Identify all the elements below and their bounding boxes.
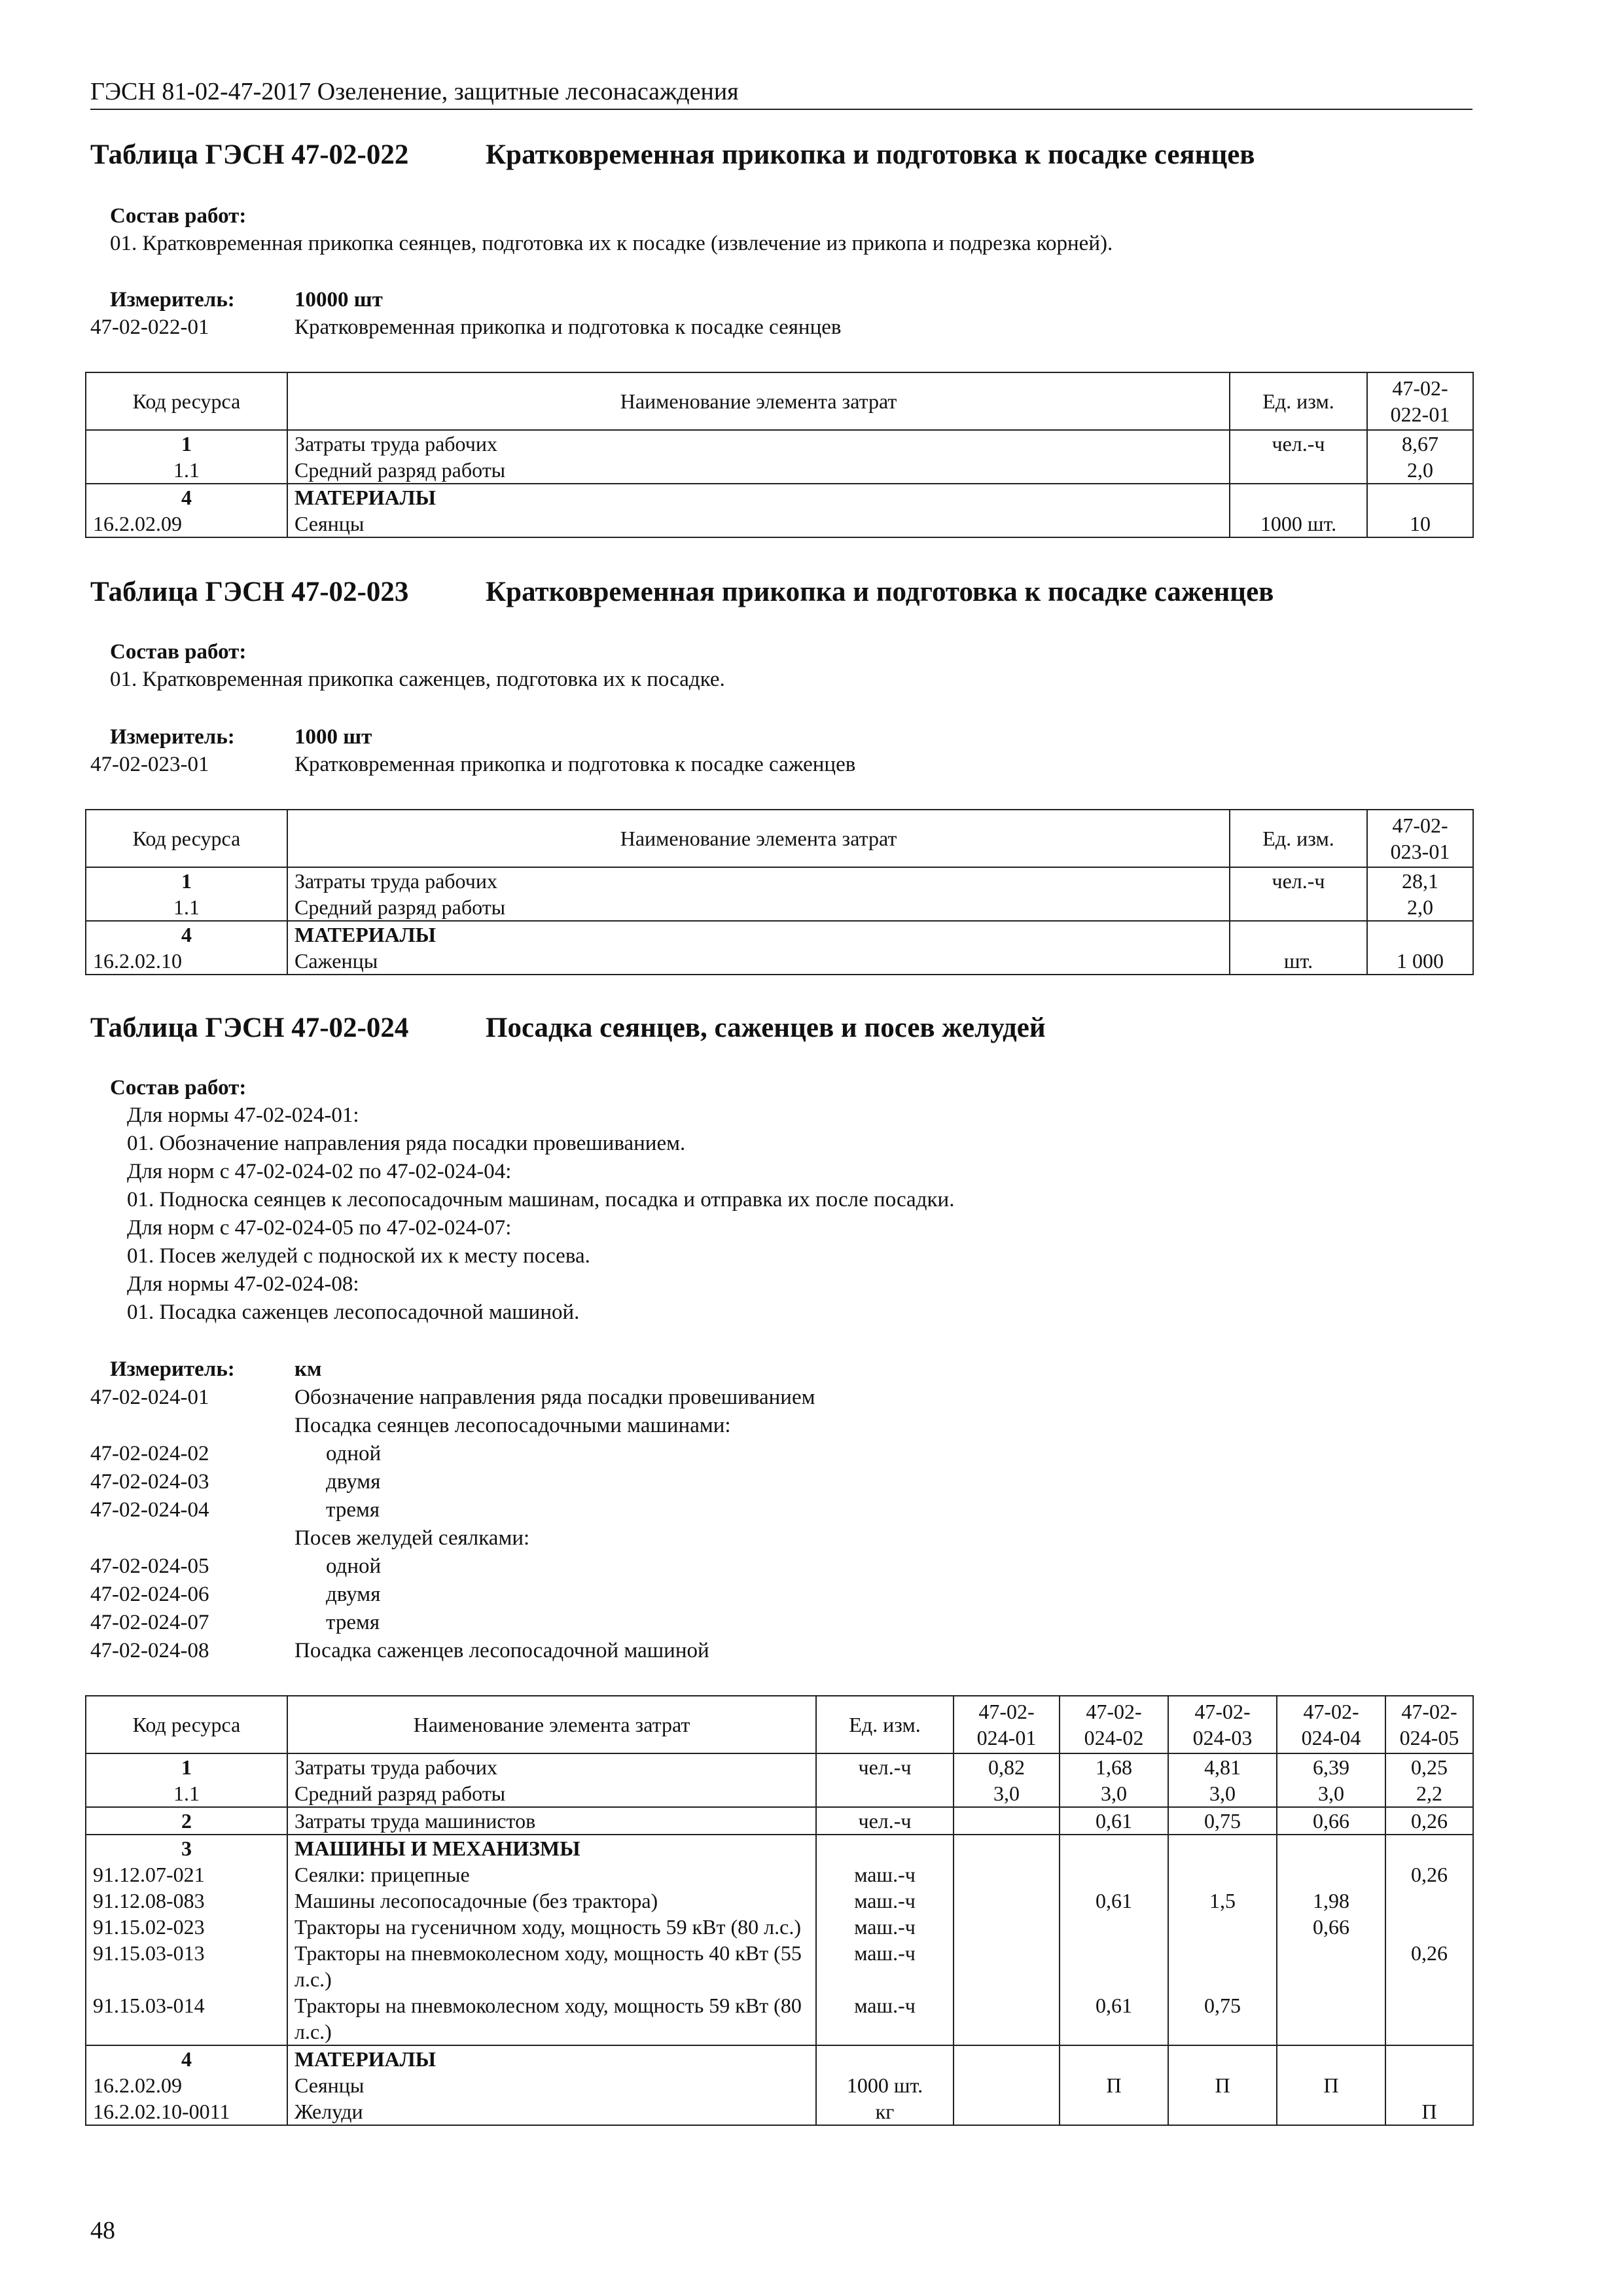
cell [1060, 1861, 1168, 1888]
cell [954, 1835, 1060, 1861]
cell: маш.-ч [816, 1940, 954, 1992]
cell: П [1060, 2072, 1168, 2098]
cell: П [1168, 2072, 1277, 2098]
table-row [86, 1940, 1473, 1992]
cell: Тракторы на пневмоколесном ходу, мощность 59 кВт (80 л.с.) [287, 1992, 816, 2045]
table-row [86, 2045, 1473, 2072]
cell: Затраты труда рабочих [287, 430, 1230, 457]
table-1-izm-label: Измеритель: [110, 288, 235, 312]
cell: 1,5 [1168, 1888, 1277, 1914]
page-number: 48 [90, 2217, 115, 2244]
table-row [86, 894, 1473, 921]
cell: 0,75 [1168, 1992, 1277, 2045]
cell [1230, 894, 1367, 921]
cell: 0,25 [1385, 1753, 1473, 1780]
cell: 28,1 [1367, 867, 1473, 894]
cell [1060, 1835, 1168, 1861]
table-row [86, 1861, 1473, 1888]
cell: 1000 шт. [816, 2072, 954, 2098]
table-row [86, 1807, 1473, 1835]
cell: 0,61 [1060, 1807, 1168, 1835]
cell: 8,67 [1367, 430, 1473, 457]
table-2-norm-code: 47-02-023-01 [90, 753, 209, 776]
cell: 91.15.03-013 [86, 1940, 287, 1992]
column-header: Ед. изм. [1230, 810, 1367, 867]
table-row [86, 867, 1473, 894]
table-2-izm-value: 1000 шт [294, 725, 372, 749]
column-header: Код ресурса [86, 810, 287, 867]
norm-name: двумя [326, 1470, 381, 1494]
norm-name: Обозначение направления ряда посадки провешиванием [294, 1386, 815, 1409]
cell: П [1385, 2098, 1473, 2125]
cell: 91.12.08-083 [86, 1888, 287, 1914]
column-header: Код ресурса [86, 372, 287, 430]
table-1 [85, 372, 1474, 538]
cell: МАТЕРИАЛЫ [287, 484, 1230, 511]
table-1-norm-code: 47-02-022-01 [90, 315, 209, 339]
table-1-sostav-line: 01. Кратковременная прикопка сеянцев, подготовка их к посадке (извлечение из прикопа и подрезка корней). [110, 232, 1113, 255]
cell [1385, 1914, 1473, 1940]
table-3-sostav-line: Для нормы 47-02-024-01: [127, 1103, 359, 1127]
cell: 1.1 [86, 457, 287, 484]
cell: Тракторы на пневмоколесном ходу, мощность 40 кВт (55 л.с.) [287, 1940, 816, 1992]
table-1-title: Кратковременная прикопка и подготовка к посадке сеянцев [486, 139, 1255, 170]
cell: 1,98 [1277, 1888, 1385, 1914]
cell: Тракторы на гусеничном ходу, мощность 59 кВт (80 л.с.) [287, 1914, 816, 1940]
header-rule [90, 109, 1472, 110]
table-row [86, 457, 1473, 484]
cell [954, 1914, 1060, 1940]
table-row [86, 2072, 1473, 2098]
table-3-code: Таблица ГЭСН 47-02-024 [90, 1013, 409, 1043]
column-header: 47-02- 024-05 [1385, 1696, 1473, 1753]
cell [1168, 1835, 1277, 1861]
cell: 10 [1367, 511, 1473, 537]
cell [1277, 2098, 1385, 2125]
cell: 1.1 [86, 894, 287, 921]
cell: 0,66 [1277, 1807, 1385, 1835]
column-header: 47-02- 023-01 [1367, 810, 1473, 867]
table-row [86, 1780, 1473, 1807]
table-3-sostav-label: Состав работ: [110, 1076, 247, 1100]
cell: 0,61 [1060, 1888, 1168, 1914]
table-3-sostav-line: 01. Подноска сеянцев к лесопосадочным машинам, посадка и отправка их после посадки. [127, 1188, 955, 1211]
cell: 16.2.02.10-0011 [86, 2098, 287, 2125]
cell: 91.15.03-014 [86, 1992, 287, 2045]
cell: 1 [86, 430, 287, 457]
table-2-izm-label: Измеритель: [110, 725, 235, 749]
cell: 1 [86, 1753, 287, 1780]
cell: чел.-ч [816, 1807, 954, 1835]
norm-code: 47-02-024-06 [90, 1583, 209, 1606]
cell: 91.12.07-021 [86, 1861, 287, 1888]
column-header: 47-02- 022-01 [1367, 372, 1473, 430]
cell [1385, 1992, 1473, 2045]
table-2-sostav-label: Состав работ: [110, 640, 247, 664]
cell: Сеялки: прицепные [287, 1861, 816, 1888]
cell [1168, 1914, 1277, 1940]
cell: 2,0 [1367, 457, 1473, 484]
cell [816, 1780, 954, 1807]
cell: кг [816, 2098, 954, 2125]
cell: П [1277, 2072, 1385, 2098]
cell: 2,2 [1385, 1780, 1473, 1807]
table-row [86, 1992, 1473, 2045]
cell: шт. [1230, 948, 1367, 975]
cell [1168, 2098, 1277, 2125]
cell [1230, 921, 1367, 948]
cell [1060, 2045, 1168, 2072]
norm-name: одной [326, 1442, 382, 1465]
cell: маш.-ч [816, 1992, 954, 2045]
cell: Желуди [287, 2098, 816, 2125]
cell: маш.-ч [816, 1861, 954, 1888]
cell: 1,68 [1060, 1753, 1168, 1780]
cell: 3,0 [954, 1780, 1060, 1807]
cell [1060, 1914, 1168, 1940]
norm-code: 47-02-024-07 [90, 1611, 209, 1634]
cell [954, 2098, 1060, 2125]
table-2 [85, 809, 1474, 975]
cell: 3 [86, 1835, 287, 1861]
cell: 0,75 [1168, 1807, 1277, 1835]
cell: 0,26 [1385, 1940, 1473, 1992]
column-header: Ед. изм. [816, 1696, 954, 1753]
cell: 0,61 [1060, 1992, 1168, 2045]
cell [1168, 1940, 1277, 1992]
cell [1277, 1861, 1385, 1888]
norm-name: одной [326, 1554, 382, 1578]
norm-name: двумя [326, 1583, 381, 1606]
cell [954, 1861, 1060, 1888]
table-row [86, 430, 1473, 457]
cell [954, 1992, 1060, 2045]
norm-group-name: Посев желудей сеялками: [294, 1526, 530, 1550]
cell [1385, 2072, 1473, 2098]
cell: чел.-ч [1230, 867, 1367, 894]
table-1-norm-name: Кратковременная прикопка и подготовка к посадке сеянцев [294, 315, 842, 339]
cell [1060, 1940, 1168, 1992]
table-3-sostav-line: 01. Посев желудей с подноской их к месту посева. [127, 1244, 590, 1268]
norm-name: тремя [326, 1611, 380, 1634]
cell [954, 2045, 1060, 2072]
cell: МАТЕРИАЛЫ [287, 921, 1230, 948]
cell [1385, 2045, 1473, 2072]
cell [1060, 2098, 1168, 2125]
cell: МАШИНЫ И МЕХАНИЗМЫ [287, 1835, 816, 1861]
cell [1230, 457, 1367, 484]
table-2-sostav-line: 01. Кратковременная прикопка саженцев, подготовка их к посадке. [110, 668, 725, 691]
column-header: Наименование элемента затрат [287, 810, 1230, 867]
column-header: Наименование элемента затрат [287, 372, 1230, 430]
table-1-sostav-label: Состав работ: [110, 204, 247, 228]
cell: чел.-ч [1230, 430, 1367, 457]
cell: Затраты труда рабочих [287, 1753, 816, 1780]
table-2-title: Кратковременная прикопка и подготовка к посадке саженцев [486, 577, 1274, 607]
table-row [86, 511, 1473, 537]
norm-group-name: Посадка сеянцев лесопосадочными машинами: [294, 1414, 731, 1437]
cell [954, 1888, 1060, 1914]
norm-code: 47-02-024-05 [90, 1554, 209, 1578]
cell: 1 [86, 867, 287, 894]
cell [1277, 1992, 1385, 2045]
cell: 3,0 [1277, 1780, 1385, 1807]
cell: Саженцы [287, 948, 1230, 975]
cell: 16.2.02.10 [86, 948, 287, 975]
cell [1230, 484, 1367, 511]
cell [1277, 2045, 1385, 2072]
cell: 0,26 [1385, 1807, 1473, 1835]
table-2-norm-name: Кратковременная прикопка и подготовка к посадке саженцев [294, 753, 856, 776]
cell [1277, 1835, 1385, 1861]
column-header: 47-02- 024-02 [1060, 1696, 1168, 1753]
table-3-izm-label: Измеритель: [110, 1357, 235, 1381]
cell [1168, 1861, 1277, 1888]
cell: 16.2.02.09 [86, 511, 287, 537]
norm-name: тремя [326, 1498, 380, 1522]
cell: 2,0 [1367, 894, 1473, 921]
table-3-izm-value: км [294, 1357, 322, 1381]
cell: 1.1 [86, 1780, 287, 1807]
cell: 1000 шт. [1230, 511, 1367, 537]
norm-code: 47-02-024-02 [90, 1442, 209, 1465]
table-2-code: Таблица ГЭСН 47-02-023 [90, 577, 409, 607]
cell: Средний разряд работы [287, 1780, 816, 1807]
cell [1367, 484, 1473, 511]
table-row [86, 1835, 1473, 1861]
table-1-code: Таблица ГЭСН 47-02-022 [90, 139, 409, 170]
cell: 16.2.02.09 [86, 2072, 287, 2098]
cell: 1 000 [1367, 948, 1473, 975]
table-row [86, 948, 1473, 975]
cell: Сеянцы [287, 2072, 816, 2098]
cell: Сеянцы [287, 511, 1230, 537]
table-row [86, 1753, 1473, 1780]
cell: маш.-ч [816, 1888, 954, 1914]
column-header: 47-02- 024-04 [1277, 1696, 1385, 1753]
column-header: Ед. изм. [1230, 372, 1367, 430]
cell: 6,39 [1277, 1753, 1385, 1780]
cell [1385, 1888, 1473, 1914]
cell [954, 1940, 1060, 1992]
table-3-sostav-line: Для нормы 47-02-024-08: [127, 1272, 359, 1296]
column-header: 47-02- 024-01 [954, 1696, 1060, 1753]
cell: 0,26 [1385, 1861, 1473, 1888]
cell [816, 1835, 954, 1861]
table-row [86, 2098, 1473, 2125]
cell: 91.15.02-023 [86, 1914, 287, 1940]
norm-code: 47-02-024-08 [90, 1639, 209, 1662]
document-header: ГЭСН 81-02-47-2017 Озеленение, защитные лесонасаждения [90, 78, 739, 105]
cell: Машины лесопосадочные (без трактора) [287, 1888, 816, 1914]
cell [1367, 921, 1473, 948]
cell: 3,0 [1060, 1780, 1168, 1807]
table-3-sostav-line: 01. Обозначение направления ряда посадки провешиванием. [127, 1132, 686, 1155]
cell: 0,66 [1277, 1914, 1385, 1940]
column-header: 47-02- 024-03 [1168, 1696, 1277, 1753]
table-row [86, 921, 1473, 948]
cell: маш.-ч [816, 1914, 954, 1940]
norm-code: 47-02-024-03 [90, 1470, 209, 1494]
norm-name: Посадка саженцев лесопосадочной машиной [294, 1639, 709, 1662]
norm-code: 47-02-024-04 [90, 1498, 209, 1522]
cell: Средний разряд работы [287, 457, 1230, 484]
cell: Средний разряд работы [287, 894, 1230, 921]
cell [1277, 1940, 1385, 1992]
cell: 0,82 [954, 1753, 1060, 1780]
cell [954, 1807, 1060, 1835]
cell: 4 [86, 484, 287, 511]
cell: 4 [86, 921, 287, 948]
table-3 [85, 1695, 1474, 2126]
cell [816, 2045, 954, 2072]
table-row [86, 484, 1473, 511]
cell: МАТЕРИАЛЫ [287, 2045, 816, 2072]
cell: 4 [86, 2045, 287, 2072]
table-1-izm-value: 10000 шт [294, 288, 383, 312]
norm-code: 47-02-024-01 [90, 1386, 209, 1409]
cell [954, 2072, 1060, 2098]
cell: Затраты труда машинистов [287, 1807, 816, 1835]
cell [1385, 1835, 1473, 1861]
cell: 3,0 [1168, 1780, 1277, 1807]
table-row [86, 1888, 1473, 1914]
cell [1168, 2045, 1277, 2072]
table-3-sostav-line: 01. Посадка саженцев лесопосадочной машиной. [127, 1300, 580, 1324]
cell: чел.-ч [816, 1753, 954, 1780]
column-header: Наименование элемента затрат [287, 1696, 816, 1753]
table-3-sostav-line: Для норм с 47-02-024-05 по 47-02-024-07: [127, 1216, 512, 1240]
column-header: Код ресурса [86, 1696, 287, 1753]
cell: Затраты труда рабочих [287, 867, 1230, 894]
cell: 4,81 [1168, 1753, 1277, 1780]
cell: 2 [86, 1807, 287, 1835]
table-3-sostav-line: Для норм с 47-02-024-02 по 47-02-024-04: [127, 1160, 512, 1183]
table-3-title: Посадка сеянцев, саженцев и посев желудей [486, 1013, 1046, 1043]
table-row [86, 1914, 1473, 1940]
